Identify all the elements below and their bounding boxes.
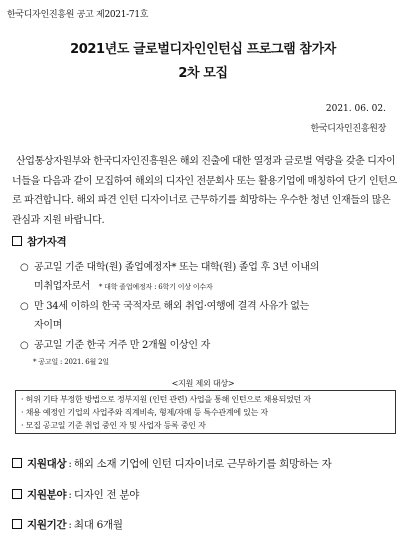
exclusion-title: <지원 제외 대상> bbox=[171, 379, 235, 388]
section-label: 지원대상 bbox=[27, 458, 67, 470]
checkbox-square-icon bbox=[12, 236, 22, 246]
section-field: 지원분야 : 디자인 전 분야 bbox=[12, 487, 139, 502]
exclusion-item: · 모집 공고일 기준 취업 중인 자 및 사업자 등록 중인 자 bbox=[21, 421, 206, 430]
page-title-line1: 2021년도 글로벌디자인인턴십 프로그램 참가자 bbox=[70, 42, 336, 57]
section-label: 지원분야 bbox=[27, 489, 67, 501]
qualification-item bbox=[20, 297, 400, 335]
qualification-text: 공고일 기준 한국 거주 만 2개월 이상인 자 bbox=[34, 340, 210, 351]
checkbox-square-icon bbox=[12, 489, 22, 499]
exclusion-box bbox=[15, 390, 396, 434]
circle-bullet-icon: ○ bbox=[20, 340, 29, 351]
notice-number: 한국디자인진흥원 공고 제2021-71호 bbox=[7, 10, 149, 20]
exclusion-item: · 채용 예정인 기업의 사업주와 직계비속, 형제/자매 등 특수관계에 있는 자 bbox=[21, 408, 268, 417]
qualification-note: * 대학 졸업예정자 : 6학기 이상 이수자 bbox=[98, 283, 213, 291]
section-value: 디자인 전 분야 bbox=[73, 489, 140, 501]
qualification-item bbox=[20, 258, 400, 297]
section-target: 지원대상 : 해외 소재 기업에 인턴 디자이너로 근무하기를 희망하는 자 bbox=[12, 456, 331, 471]
qualification-text: 만 34세 이하의 한국 국적자로 해외 취업·여행에 결격 사유가 없는 bbox=[34, 301, 309, 312]
circle-bullet-icon: ○ bbox=[20, 301, 29, 312]
notice-date: 2021. 06. 02. bbox=[325, 104, 386, 114]
qualification-text-cont: 미취업자로서 bbox=[34, 281, 91, 292]
issuer-name: 한국디자인진흥원장 bbox=[310, 124, 386, 134]
section-label: 참가자격 bbox=[27, 236, 67, 248]
section-qualification bbox=[12, 234, 66, 249]
section-period: 지원기간 : 최대 6개월 bbox=[12, 517, 123, 532]
announcement-date-note: * 공고일 : 2021. 6월 2일 bbox=[33, 358, 109, 366]
section-value: 최대 6개월 bbox=[73, 519, 123, 531]
exclusion-item: · 허위 기타 부정한 방법으로 정부지원 (인턴 관련) 사업을 통해 인턴으로 채용되었던 자 bbox=[21, 395, 311, 404]
circle-bullet-icon: ○ bbox=[20, 262, 29, 273]
qualification-text-cont: 자이며 bbox=[34, 320, 63, 331]
intro-paragraph: 산업통상자원부와 한국디자인진흥원은 해외 진출에 대한 열정과 글로벌 역량을 갖춘 디자이너들을 다음과 같이 모집하여 해외의 디자인 전문회사 또는 활용기업에 매칭하여 단기 인턴으로 파견합니다. 해외 파견 인턴 디자이너로 근무하기를 희망하는 우수한 청년 인재들의 많은 관심과 지원 바랍니다. bbox=[12, 156, 397, 226]
qualification-text: 공고일 기준 대학(원) 졸업예정자* 또는 대학(원) 졸업 후 3년 이내의 bbox=[34, 262, 320, 273]
section-value: 해외 소재 기업에 인턴 디자이너로 근무하기를 희망하는 자 bbox=[73, 458, 332, 470]
section-label: 지원기간 bbox=[27, 519, 67, 531]
page-title-line2: 2차 모집 bbox=[178, 66, 228, 81]
qualification-item bbox=[20, 336, 400, 355]
checkbox-square-icon bbox=[12, 519, 22, 529]
checkbox-square-icon bbox=[12, 458, 22, 468]
